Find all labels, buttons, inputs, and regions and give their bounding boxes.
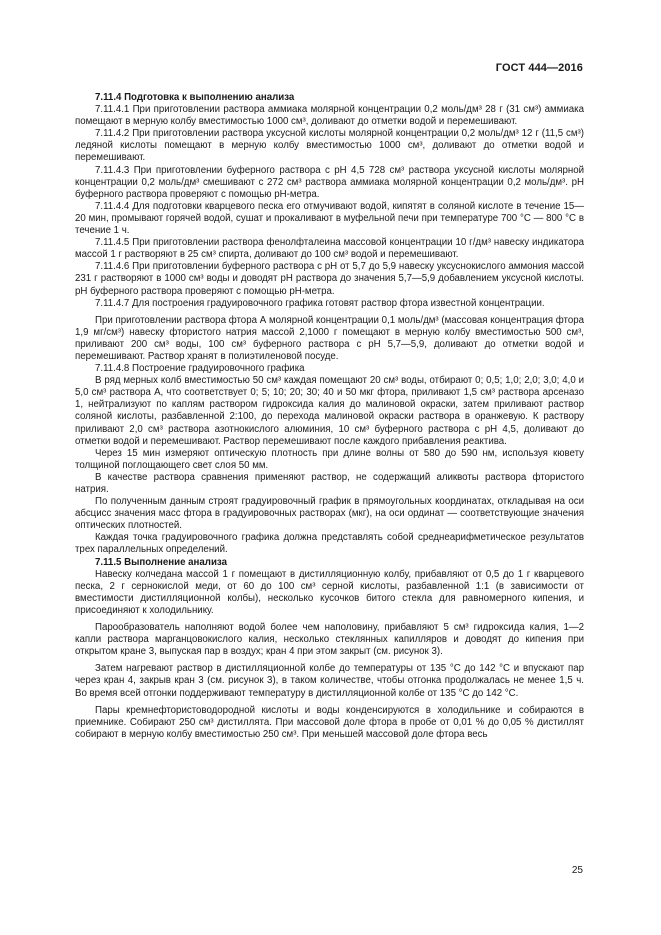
paragraph: Навеску колчедана массой 1 г помещают в дистилляционную колбу, прибавляют от 0,5 до 1 г кварцевого песка, 2 г сернокислой меди, от 60 до 100 см³ серной кислоты, разбавленной 1:1 (в зависимости от вместимости дистилляционной колбы), несколько кусочков битого стекла для равномерного кипения, и присоединяют к холодильнику. (75, 568, 584, 616)
paragraph: По полученным данным строят градуировочный график в прямоугольных координатах, откладывая на оси абсцисс значения масс фтора в градуировочных растворах (мкг), на оси ординат — соответствующие значения оптических плотностей. (75, 496, 584, 532)
paragraph: В ряд мерных колб вместимостью 50 см³ каждая помещают 20 см³ воды, отбирают 0; 0,5; 1,0; 2,0; 3,0; 4,0 и 5,0 см³ раствора А, что соответствует 0; 5; 10; 20; 30; 40 и 50 мкг фтора, приливают 1,5 см³ раствора арсеназо 1, нейтрализуют по каплям раствором гидроксида калия до малиновой окраски, затем приливают раствор соляной кислоты, разбавленной 2:100, до перехода малиновой окраски раствора в оранжевую. К раствору приливают 2,0 см³ раствора азотнокислого алюминия, 10 см³ буферного раствора с pH 4,5, доливают до отметки водой и перемешивают. Раствор перемешивают после каждого прибавления реактива. (75, 375, 584, 447)
paragraph: 7.11.4.4 Для подготовки кварцевого песка его отмучивают водой, кипятят в соляной кислоте в течение 15—20 мин, промывают горячей водой, сушат и прокаливают в муфельной печи при температуре 700 °С — 800 °С в течение 1 ч. (75, 200, 584, 237)
page-body (75, 92, 584, 741)
paragraph: 7.11.4.5 При приготовлении раствора фенолфталеина массовой концентрации 10 г/дм³ навеску индикатора массой 1 г растворяют в 25 см³ спирта, доливают до 100 см³ водой и перемешивают. (75, 237, 584, 261)
section-heading: 7.11.5 Выполнение анализа (95, 556, 227, 568)
section-heading: 7.11.4 Подготовка к выполнению анализа (95, 92, 295, 103)
paragraph: Через 15 мин измеряют оптическую плотность при длине волны от 580 до 590 нм, используя кювету толщиной поглощающего свет слоя 50 мм. (75, 447, 584, 471)
subsection-heading: 7.11.4.8 Построение градуировочного графика (95, 363, 305, 375)
paragraph: Пары кремнефтористоводородной кислоты и воды конденсируются в холодильнике и собираются в приемнике. Собирают 250 см³ дистиллята. При массовой доле фтора в пробе от 0,01 % до 0,05 % дистиллят собирают в мерную колбу вместимостью 250 см³. При меньшей массовой доле фтора весь (75, 704, 584, 740)
paragraph: 7.11.4.2 При приготовлении раствора уксусной кислоты молярной концентрации 0,2 моль/дм³ 12 г (11,5 см³) ледяной кислоты помещают в мерную колбу вместимостью 1000 см³, доливают до отметки водой и перемешивают. (75, 128, 584, 164)
paragraph: 7.11.4.7 Для построения градуировочного графика готовят раствор фтора известной концентрации. (95, 297, 545, 309)
paragraph: Парообразователь наполняют водой более чем наполовину, прибавляют 5 см³ гидроксида калия, 1—2 капли раствора марганцовокислого калия, несколько стеклянных капилляров и доводят до кипения при открытом кране 3, выпуская пар в воздух; кран 4 при этом закрыт (см. рисунок 3). (75, 622, 584, 658)
paragraph: 7.11.4.1 При приготовлении раствора аммиака молярной концентрации 0,2 моль/дм³ 28 г (31 см³) аммиака помещают в мерную колбу вместимостью 1000 см³, доливают до отметки водой и перемешивают. (75, 104, 584, 128)
page-number: 25 (571, 865, 583, 876)
paragraph: 7.11.4.3 При приготовлении буферного раствора с pH 4,5 728 см³ раствора уксусной кислоты молярной концентрации 0,2 моль/дм³ смешивают с 272 см³ раствора аммиака молярной концентрации 0,2 моль/дм³. pH буферного раствора проверяют с помощью pH-метра. (75, 164, 584, 200)
paragraph: Каждая точка градуировочного графика должна представлять собой среднеарифметическое результатов трех параллельных определений. (75, 532, 584, 556)
document-code: ГОСТ 444—2016 (495, 62, 583, 74)
paragraph: Затем нагревают раствор в дистилляционной колбе до температуры от 135 °С до 142 °С и впускают пар через кран 4, закрыв кран 3 (см. рисунок 3), в таком количестве, чтобы отгонка продолжалась не менее 1,5 ч. Во время всей отгонки поддерживают температуру в дистилляционной колбе от 135 °С до 142 °С. (75, 663, 584, 699)
paragraph: 7.11.4.6 При приготовлении буферного раствора с pH от 5,7 до 5,9 навеску уксуснокислого аммония массой 231 г растворяют в 1000 см³ воды и доводят pH раствора до значения 5,7—5,9 добавлением уксусной кислоты. pH буферного раствора проверяют с помощью pH-метра. (75, 261, 584, 297)
paragraph: При приготовлении раствора фтора А молярной концентрации 0,1 моль/дм³ (массовая концентрация фтора 1,9 мг/см³) навеску фтористого натрия массой 2,1000 г помещают в мерную колбу вместимостью 500 см³, приливают 200 см³ воды, 100 см³ буферного раствора с pH 5,7—5,9, доливают до отметки водой и перемешивают. Раствор хранят в полиэтиленовой посуде. (75, 314, 584, 362)
paragraph: В качестве раствора сравнения применяют раствор, не содержащий аликвоты раствора фтористого натрия. (75, 471, 584, 495)
